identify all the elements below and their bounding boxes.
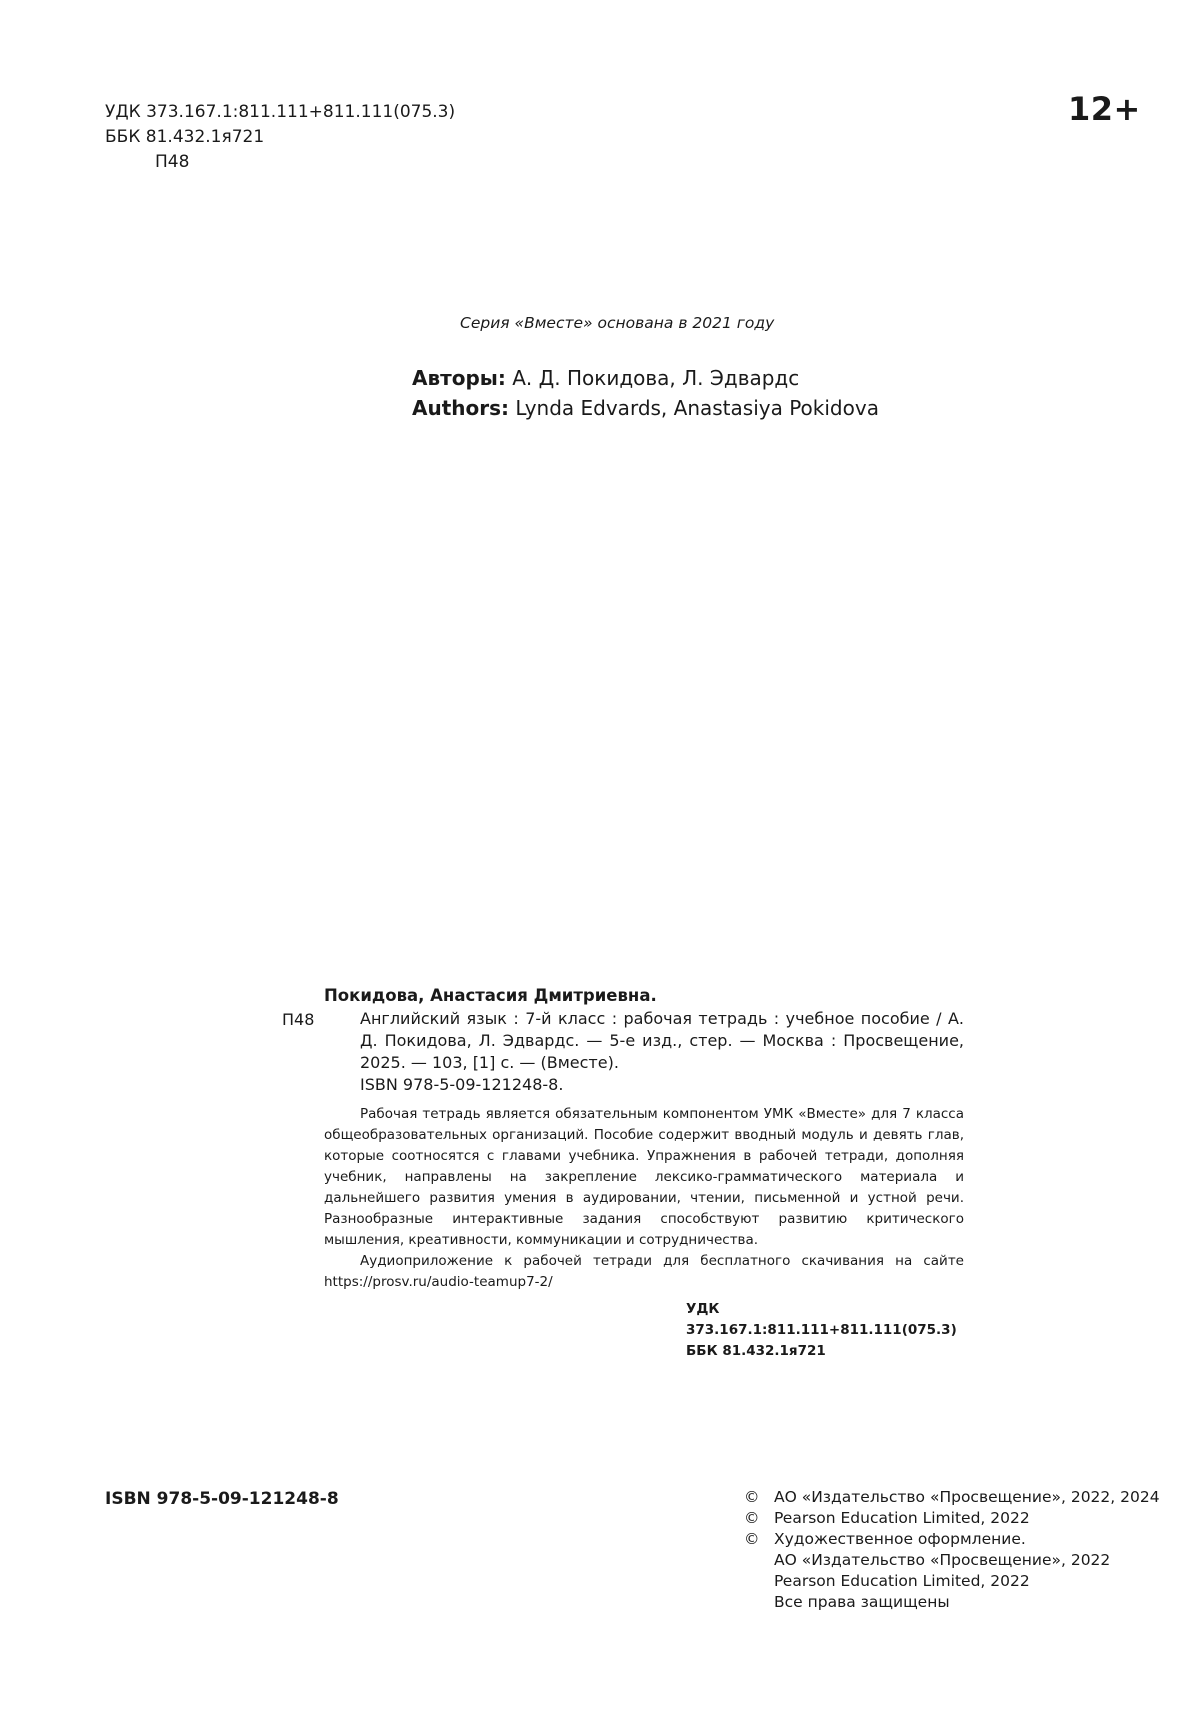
copyright-block	[744, 1487, 1160, 1613]
biblio-bbk: ББК 81.432.1я721	[686, 1343, 826, 1359]
authors-block	[412, 363, 879, 423]
copyright-icon: ©	[744, 1509, 760, 1527]
biblio-udk: УДК 373.167.1:811.111+811.111(075.3)	[686, 1301, 957, 1338]
biblio-author-code: П48	[282, 1010, 315, 1029]
authors-ru	[412, 363, 879, 393]
authors-en	[412, 393, 879, 423]
bibliographic-record	[282, 985, 964, 1362]
annotation-audio-paragraph: Аудиоприложение к рабочей тетради для бесплатного скачивания на сайте https://prosv.ru/audio-teamup7-2/	[324, 1253, 964, 1290]
authors-ru-label: Авторы:	[412, 366, 506, 390]
isbn-bottom: ISBN 978-5-09-121248-8	[105, 1489, 339, 1509]
copyright-icon: ©	[744, 1530, 760, 1548]
copyright-holder: Pearson Education Limited, 2022	[774, 1509, 1030, 1527]
copyright-line	[744, 1487, 1160, 1508]
authors-ru-names: А. Д. Покидова, Л. Эдвардс	[512, 366, 800, 390]
author-code-top: П48	[155, 152, 190, 172]
art-holder: Pearson Education Limited, 2022	[774, 1572, 1030, 1590]
rights-reserved: Все права защищены	[774, 1593, 950, 1611]
biblio-classification	[324, 1299, 964, 1362]
biblio-annotation	[324, 1104, 964, 1293]
art-holder: АО «Издательство «Просвещение», 2022	[774, 1551, 1111, 1569]
age-rating-badge: 12+	[1068, 90, 1141, 128]
classification-top	[105, 100, 455, 175]
copyright-holder: АО «Издательство «Просвещение», 2022, 2024	[774, 1488, 1160, 1506]
authors-en-label: Authors:	[412, 396, 510, 420]
bbk-top: ББК 81.432.1я721	[105, 127, 265, 147]
copyright-holder: Художественное оформление.	[774, 1530, 1026, 1548]
copyright-line	[744, 1508, 1160, 1529]
biblio-isbn: ISBN 978-5-09-121248-8.	[360, 1075, 564, 1094]
series-note: Серия «Вместе» основана в 2021 году	[460, 314, 775, 332]
authors-en-names: Lynda Edvards, Anastasiya Pokidova	[515, 396, 879, 420]
copyright-line	[744, 1529, 1160, 1550]
copyright-icon: ©	[744, 1488, 760, 1506]
biblio-description: Английский язык : 7-й класс : рабочая тетрадь : учебное пособие / А. Д. Покидова, Л. Эдвардс. — 5-е изд., стер. — Москва : Просвещение, 2025. — 103, [1] с. — (Вместе).	[360, 1009, 964, 1072]
udk-top: УДК 373.167.1:811.111+811.111(075.3)	[105, 102, 456, 122]
biblio-heading: Покидова, Анастасия Дмитриевна.	[324, 986, 657, 1005]
annotation-paragraph: Рабочая тетрадь является обязательным компонентом УМК «Вместе» для 7 класса общеобразовательных организаций. Пособие содержит вводный модуль и девять глав, которые соотносятся с главами учебника. Упражнения в рабочей тетради, дополняя учебник, направлены на закрепление лексико-грамматического материала и дальнейшего развития умения в аудировании, чтении, письменной и устной речи. Разнообразные интерактивные задания способствуют развитию критического мышления, креативности, коммуникации и сотрудничества.	[324, 1106, 964, 1248]
